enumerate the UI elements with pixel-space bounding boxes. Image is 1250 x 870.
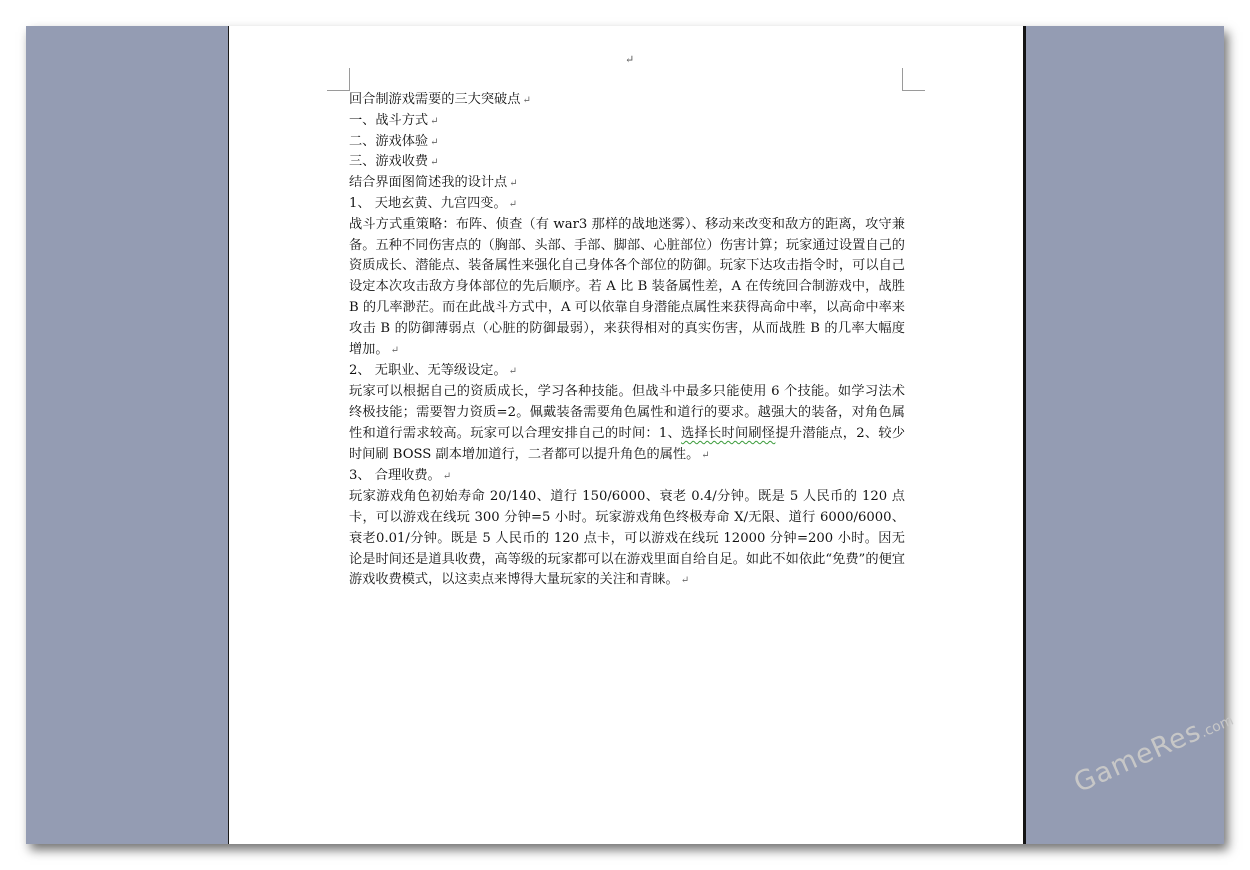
title-text: 回合制游戏需要的三大突破点 bbox=[349, 92, 521, 107]
paragraph-skills-text-a: 玩家可以根据自己的资质成长，学习各种技能。但战斗中最多只能使用 6 个技能。如学习法术终极技能；需要智力资质=2。佩戴装备需要角色属性和道行的要求。越强大的装备，对角色属性和道行需求较高。玩家可以合理安排自己的时间：1、 bbox=[349, 384, 905, 441]
grammar-underline[interactable]: 选择长时间刷怪 bbox=[681, 425, 776, 441]
document-body[interactable] bbox=[349, 90, 905, 592]
paragraph-mark: ↵ bbox=[430, 115, 439, 127]
watermark-text: GameRes bbox=[1069, 715, 1206, 799]
document-page[interactable] bbox=[228, 26, 1026, 844]
point-text-2: 二、游戏体验 bbox=[349, 133, 429, 149]
header-paragraph-mark: ↵ bbox=[625, 53, 635, 66]
paragraph-combat-text: 战斗方式重策略：布阵、侦查（有 war3 那样的战地迷雾）、移动来改变和敌方的距离，攻守兼备。五种不同伤害点的（胸部、头部、手部、脚部、心脏部位）伤害计算；玩家通过设置自己的资质成长、潜能点、装备属性来强化自己身体各个部位的防御。玩家下达攻击指令时，可以自己设定本次攻击敌方身体部位的先后顺序。若 A 比 B 装备属性差，A 在传统回合制游戏中，战胜 B 的几率渺茫。而在此战斗方式中，A 可以依靠自身潜能点属性来获得高命中率，以高命中率来攻击 B 的防御薄弱点（心脏的防御最弱），来获得相对的真实伤害，从而战胜 B 的几率大幅度增加。 bbox=[349, 216, 905, 357]
paragraph-mark: ↵ bbox=[701, 449, 710, 461]
section-heading-1 bbox=[349, 194, 905, 215]
paragraph-skills-text-b: 提升潜能点，2、较少时间刷 BOSS 副本增加道行，二者都可以提升角色的属性。 bbox=[349, 425, 906, 462]
paragraph-mark: ↵ bbox=[508, 366, 518, 378]
point-line-1 bbox=[349, 111, 905, 132]
point-line-3 bbox=[349, 152, 905, 173]
document-workspace bbox=[26, 26, 1224, 844]
point-text-3: 三、游戏收费 bbox=[349, 154, 429, 170]
subtitle-line bbox=[349, 173, 905, 194]
paragraph-mark: ↵ bbox=[509, 178, 518, 190]
margin-corner-top-left bbox=[327, 68, 350, 91]
paragraph-combat bbox=[349, 215, 905, 362]
paragraph-mark: ↵ bbox=[508, 198, 518, 210]
section-heading-text-3: 3、 合理收费。 bbox=[349, 468, 441, 484]
section-heading-text-1: 1、 天地玄黄、九宫四变。 bbox=[349, 195, 507, 211]
paragraph-skills bbox=[349, 382, 905, 466]
margin-corner-top-right bbox=[902, 68, 925, 91]
paragraph-mark: ↵ bbox=[390, 344, 399, 356]
paragraph-mark: ↵ bbox=[522, 95, 531, 106]
section-heading-2 bbox=[349, 361, 905, 382]
point-text-1: 一、战斗方式 bbox=[349, 112, 429, 128]
watermark-domain: .com bbox=[1198, 712, 1237, 742]
subtitle-text: 结合界面图简述我的设计点 bbox=[349, 175, 508, 191]
paragraph-mark: ↵ bbox=[442, 471, 452, 483]
paragraph-charging-text: 玩家游戏角色初始寿命 20/140、道行 150/6000、衰老 0.4/分钟。既是 5 人民币的 120 点卡，可以游戏在线玩 300 分钟=5 小时。玩家游戏角色终极寿命 X/无限、道行 6000/6000、衰老0.01/分钟。既是 5 人民币的 120 点卡，可以游戏在线玩 12000 分钟=200 小时。因无论是时间还是道具收费，高等级的玩家都可以在游戏里面自给自足。如此不如依此“免费”的便宜游戏收费模式，以这卖点来博得大量玩家的关注和青睐。 bbox=[349, 489, 905, 588]
section-heading-3 bbox=[349, 466, 905, 487]
title-line bbox=[349, 90, 905, 111]
point-line-2 bbox=[349, 132, 905, 153]
paragraph-mark: ↵ bbox=[680, 575, 690, 587]
paragraph-mark: ↵ bbox=[430, 136, 439, 148]
section-heading-text-2: 2、 无职业、无等级设定。 bbox=[349, 363, 507, 379]
paragraph-mark: ↵ bbox=[430, 157, 439, 169]
paragraph-charging bbox=[349, 487, 905, 592]
